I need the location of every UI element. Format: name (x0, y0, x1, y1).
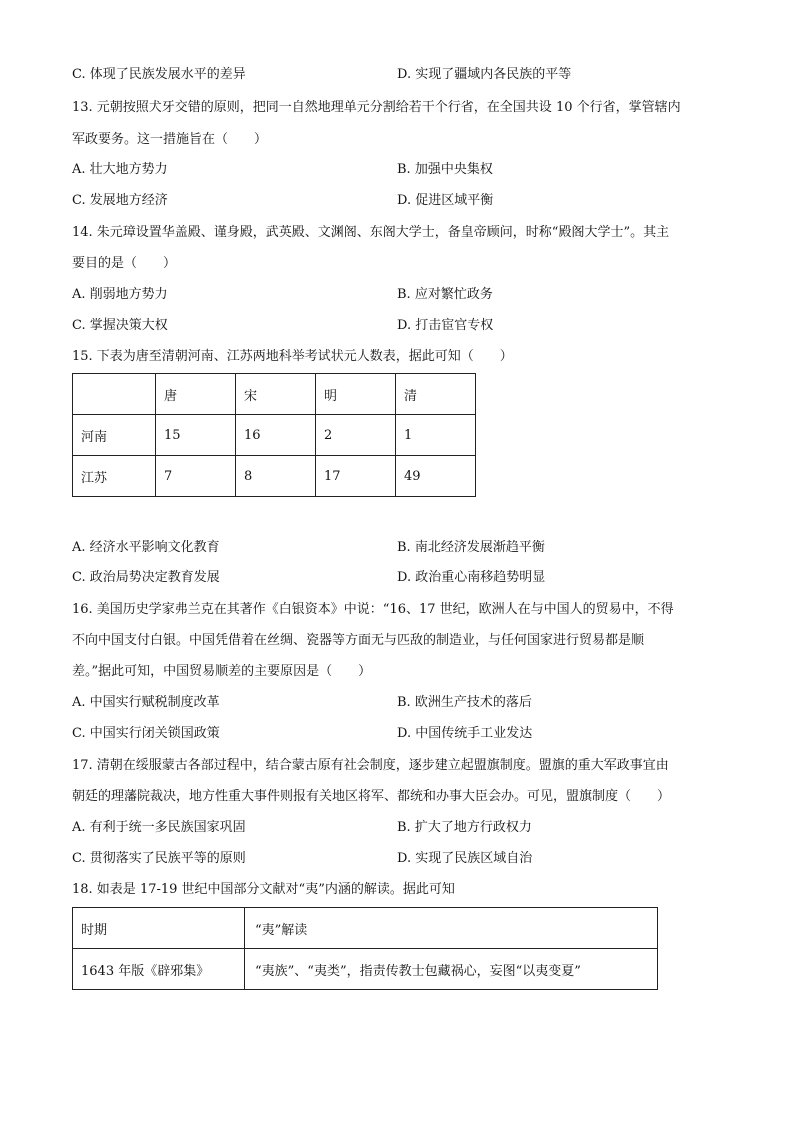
q15-option-b[interactable]: B. 南北经济发展渐趋平衡 (397, 540, 545, 555)
q18-cell-interpretation: “夷族”、“夷类”，指责传教士包藏祸心，妄图“以夷变夏” (245, 949, 658, 990)
q16-stem-line-3: 差。”据此可知，中国贸易顺差的主要原因是（ ） (72, 664, 372, 679)
q18-table (72, 907, 658, 990)
table-row (73, 949, 658, 990)
q12-options-cd (72, 66, 722, 84)
q13-options-ab (72, 161, 722, 179)
q14-option-c[interactable]: C. 掌握决策大权 (72, 318, 168, 333)
q14-stem-line-1: 14. 朱元璋设置华盖殿、谨身殿，武英殿、文渊阁、东阁大学士，备皇帝顾问，时称“殿阁大学士”。其主 (72, 225, 670, 240)
q18-header-period: 时期 (73, 908, 245, 949)
q12-option-c[interactable]: C. 体现了民族发展水平的差异 (72, 67, 246, 82)
q15-cell-region: 江苏 (73, 456, 156, 497)
q15-cell: 2 (316, 415, 396, 456)
q14-option-a[interactable]: A. 削弱地方势力 (72, 287, 168, 302)
q16-stem-line-2: 不向中国支付白银。中国凭借着在丝绸、瓷器等方面无与匹敌的制造业，与任何国家进行贸易都是顺 (72, 633, 645, 648)
q18-stem-line-1: 18. 如表是 17-19 世纪中国部分文献对“夷”内涵的解读。据此可知 (72, 882, 455, 897)
q13-option-c[interactable]: C. 发展地方经济 (72, 193, 168, 208)
table-row (73, 456, 476, 497)
q13-option-b[interactable]: B. 加强中央集权 (397, 162, 493, 177)
q15-cell: 1 (396, 415, 476, 456)
q15-cell: 16 (236, 415, 316, 456)
q18-cell-period: 1643 年版《辟邪集》 (73, 949, 245, 990)
q17-option-b[interactable]: B. 扩大了地方行政权力 (397, 820, 532, 835)
q12-option-d[interactable]: D. 实现了疆域内各民族的平等 (397, 67, 572, 82)
q13-option-a[interactable]: A. 壮大地方势力 (72, 162, 168, 177)
q15-options-cd (72, 569, 722, 587)
table-row (73, 415, 476, 456)
q15-cell-region: 河南 (73, 415, 156, 456)
q15-table (72, 373, 476, 497)
q17-option-a[interactable]: A. 有利于统一多民族国家巩固 (72, 820, 246, 835)
q17-options-ab (72, 819, 722, 837)
q14-stem-line-2: 要目的是（ ） (72, 256, 177, 271)
q14-options-ab (72, 286, 722, 304)
table-row (73, 908, 658, 949)
q15-option-d[interactable]: D. 政治重心南移趋势明显 (397, 570, 546, 585)
q17-options-cd (72, 850, 722, 868)
q15-header-song: 宋 (236, 374, 316, 415)
q16-option-c[interactable]: C. 中国实行闭关锁国政策 (72, 726, 220, 741)
q15-cell: 15 (156, 415, 236, 456)
q17-option-d[interactable]: D. 实现了民族区域自治 (397, 851, 533, 866)
q14-option-b[interactable]: B. 应对繁忙政务 (397, 287, 493, 302)
q15-option-c[interactable]: C. 政治局势决定教育发展 (72, 570, 220, 585)
q13-options-cd (72, 192, 722, 210)
q15-header-tang: 唐 (156, 374, 236, 415)
q16-option-d[interactable]: D. 中国传统手工业发达 (397, 726, 533, 741)
table-row (73, 374, 476, 415)
q14-options-cd (72, 317, 722, 335)
q16-options-cd (72, 725, 722, 743)
q15-cell: 7 (156, 456, 236, 497)
q15-stem-line-1: 15. 下表为唐至清朝河南、江苏两地科举考试状元人数表，据此可知（ ） (72, 349, 513, 364)
q15-option-a[interactable]: A. 经济水平影响文化教育 (72, 540, 220, 555)
q16-option-a[interactable]: A. 中国实行赋税制度改革 (72, 695, 220, 710)
q15-header-qing: 清 (396, 374, 476, 415)
q16-stem-line-1: 16. 美国历史学家弗兰克在其著作《白银资本》中说：“16、17 世纪，欧洲人在与中国人的贸易中，不得 (72, 602, 674, 617)
q17-stem-line-2: 朝廷的理藩院裁决，地方性重大事件则报有关地区将军、都统和办事大臣会办。可见，盟旗制度（ ） (72, 789, 671, 804)
q17-stem-line-1: 17. 清朝在绥服蒙古各部过程中，结合蒙古原有社会制度，逐步建立起盟旗制度。盟旗的重大军政事宜由 (72, 758, 669, 773)
q13-stem-line-1: 13. 元朝按照犬牙交错的原则，把同一自然地理单元分割给若干个行省，在全国共设 10 个行省，掌管辖内 (72, 100, 681, 115)
q13-option-d[interactable]: D. 促进区域平衡 (397, 193, 494, 208)
q16-option-b[interactable]: B. 欧洲生产技术的落后 (397, 695, 532, 710)
q14-option-d[interactable]: D. 打击宦官专权 (397, 318, 494, 333)
q18-header-interpretation: “夷”解读 (245, 908, 658, 949)
q15-cell: 8 (236, 456, 316, 497)
q15-cell: 17 (316, 456, 396, 497)
q15-cell: 49 (396, 456, 476, 497)
q15-header-ming: 明 (316, 374, 396, 415)
q17-option-c[interactable]: C. 贯彻落实了民族平等的原则 (72, 851, 246, 866)
q16-options-ab (72, 694, 722, 712)
q13-stem-line-2: 军政要务。这一措施旨在（ ） (72, 132, 268, 147)
q15-header-empty (73, 374, 156, 415)
q15-options-ab (72, 539, 722, 557)
